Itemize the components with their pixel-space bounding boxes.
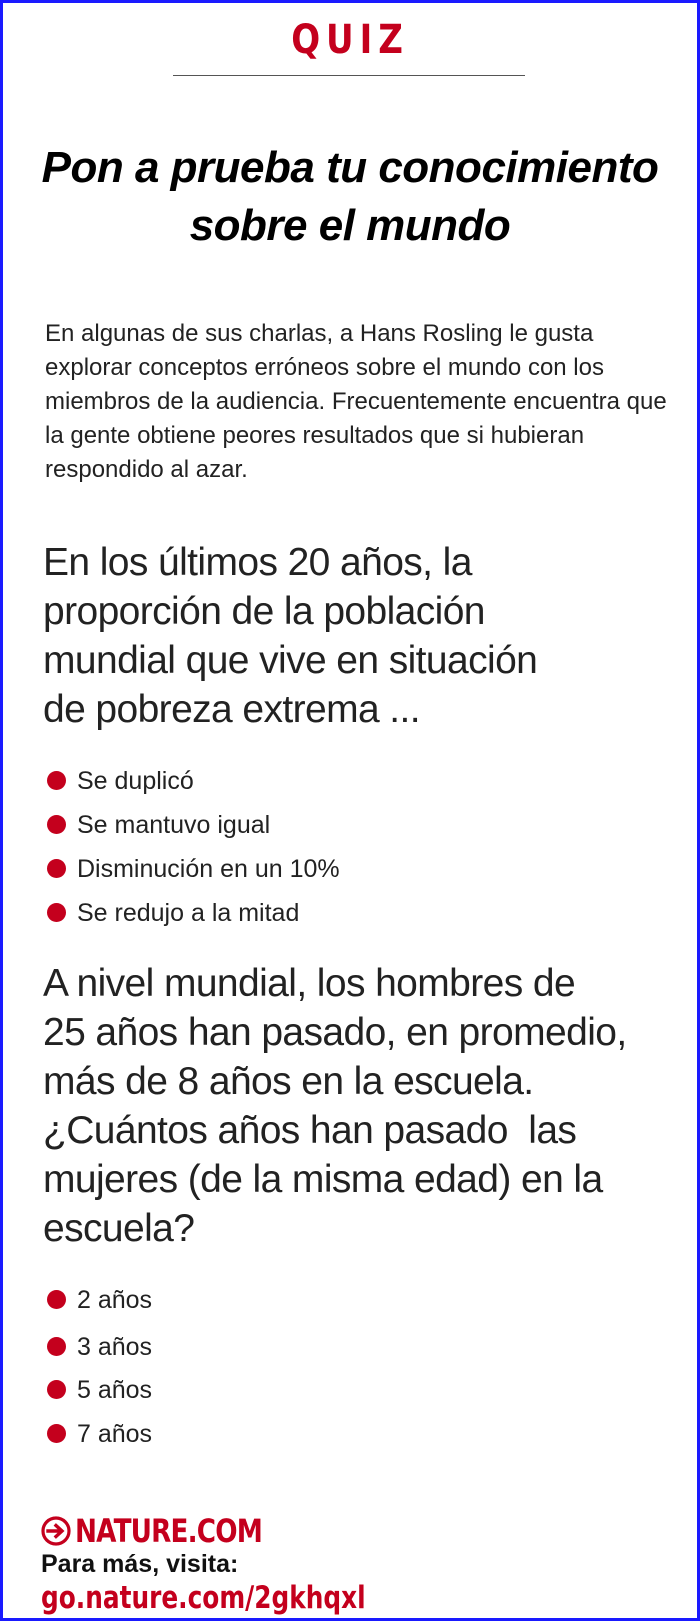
footer	[41, 1512, 447, 1618]
question-2-line: ¿Cuántos años han pasado las	[43, 1109, 577, 1152]
option-item[interactable]	[45, 1412, 152, 1456]
visit-label: Para más, visita:	[41, 1550, 239, 1578]
page-title-line-1: Pon a prueba tu conocimiento	[41, 143, 659, 192]
bullet-dot-icon	[47, 815, 66, 834]
bullet-dot-icon	[47, 771, 66, 790]
option-label: 5 años	[77, 1376, 153, 1404]
bullet-dot-icon	[47, 1424, 66, 1443]
option-item[interactable]	[45, 1368, 152, 1412]
bullet-dot-icon	[47, 1380, 66, 1399]
option-label: 7 años	[77, 1420, 153, 1448]
option-label: Disminución en un 10%	[77, 855, 340, 883]
quiz-label: QUIZ	[291, 17, 409, 63]
bullet-dot-icon	[47, 903, 66, 922]
option-item[interactable]	[45, 1325, 152, 1368]
option-item[interactable]	[45, 891, 340, 935]
question-2-line: 25 años han pasado, en promedio,	[43, 1011, 627, 1054]
option-label: Se mantuvo igual	[77, 811, 271, 839]
question-2-line: A nivel mundial, los hombres de	[43, 962, 576, 1005]
option-label: Se redujo a la mitad	[77, 899, 300, 927]
question-2-options	[45, 1278, 152, 1456]
brand-logo[interactable]	[41, 1512, 447, 1550]
question-1-line: En los últimos 20 años, la	[43, 541, 472, 584]
question-2-text	[43, 959, 693, 1253]
question-2-line: escuela?	[43, 1207, 195, 1250]
question-2-line: más de 8 años en la escuela.	[43, 1060, 534, 1103]
divider	[173, 75, 525, 76]
option-item[interactable]	[45, 803, 340, 847]
page-title-line-2: sobre el mundo	[189, 201, 511, 250]
question-1-line: mundial que vive en situación	[43, 639, 538, 682]
option-item[interactable]	[45, 847, 340, 891]
question-1-line: proporción de la población	[43, 590, 485, 633]
question-2-line: mujeres (de la misma edad) en la	[43, 1158, 603, 1201]
page-title	[3, 139, 697, 255]
bullet-dot-icon	[47, 859, 66, 878]
visit-link[interactable]: go.nature.com/2gkhqxl	[41, 1580, 366, 1616]
bullet-dot-icon	[47, 1290, 66, 1309]
option-item[interactable]	[45, 759, 340, 803]
intro-paragraph: En algunas de sus charlas, a Hans Rosling le gusta explorar conceptos erróneos sobre el mundo con los miembros de la audiencia. Frecuentemente encuentra que la gente obtiene peores resultados que si hubieran respondido al azar.	[45, 320, 667, 483]
option-label: 2 años	[77, 1286, 153, 1314]
question-1-options	[45, 759, 340, 935]
option-label: Se duplicó	[77, 767, 194, 795]
brand-name: NATURE.COM	[75, 1512, 263, 1550]
question-1-text	[43, 538, 693, 734]
option-item[interactable]	[45, 1278, 152, 1325]
bullet-dot-icon	[47, 1337, 66, 1356]
question-1-line: de pobreza extrema ...	[43, 688, 421, 731]
option-label: 3 años	[77, 1333, 153, 1361]
arrow-right-circle-icon	[41, 1516, 71, 1546]
